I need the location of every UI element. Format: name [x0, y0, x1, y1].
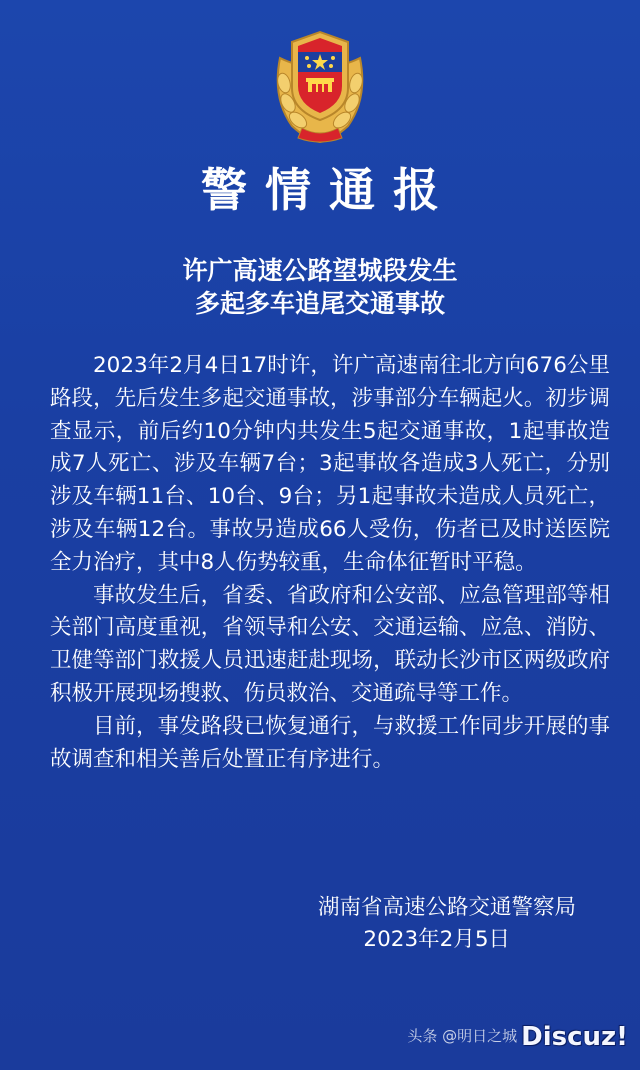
watermark-source-text: 头条 @明日之城 [407, 1027, 518, 1045]
notice-subtitle-line2: 多起多车追尾交通事故 [194, 289, 445, 318]
notice-subtitle-line1: 许广高速公路望城段发生 [182, 256, 458, 285]
notice-paragraph-1: 2023年2月4日17时许，许广高速南往北方向676公里路段，先后发生多起交通事故，涉事部分车辆起火。初步调查显示，前后约10分钟内共发生5起交通事故，1起事故造成7人死亡、涉及车辆7台；3起事故各造成3人死亡，分别涉及车辆11台、10台、9台；另1起事故未造成人员死亡，涉及车辆12台。事故另造成66人受伤，伤者已及时送医院全力治疗，其中8人伤势较重，生命体征暂时平稳。 [50, 353, 610, 575]
notice-body [50, 350, 610, 776]
police-emblem-icon [262, 28, 378, 148]
notice-title: 警情通报 [201, 163, 457, 217]
watermark-brand: Discuz! [521, 1022, 628, 1052]
notice-paragraph-3: 目前，事发路段已恢复通行，与救援工作同步开展的事故调查和相关善后处置正有序进行。 [50, 713, 610, 772]
notice-paragraph-2: 事故发生后，省委、省政府和公安部、应急管理部等相关部门高度重视，省领导和公安、交通运输、应急、消防、卫健等部门救援人员迅速赶赴现场，联动长沙市区两级政府积极开展现场搜救、伤员救治、交通疏导等工作。 [50, 582, 610, 706]
watermark [407, 1022, 628, 1052]
issuer-name: 湖南省高速公路交通警察局 [317, 895, 576, 920]
issue-date: 2023年2月5日 [363, 927, 510, 952]
